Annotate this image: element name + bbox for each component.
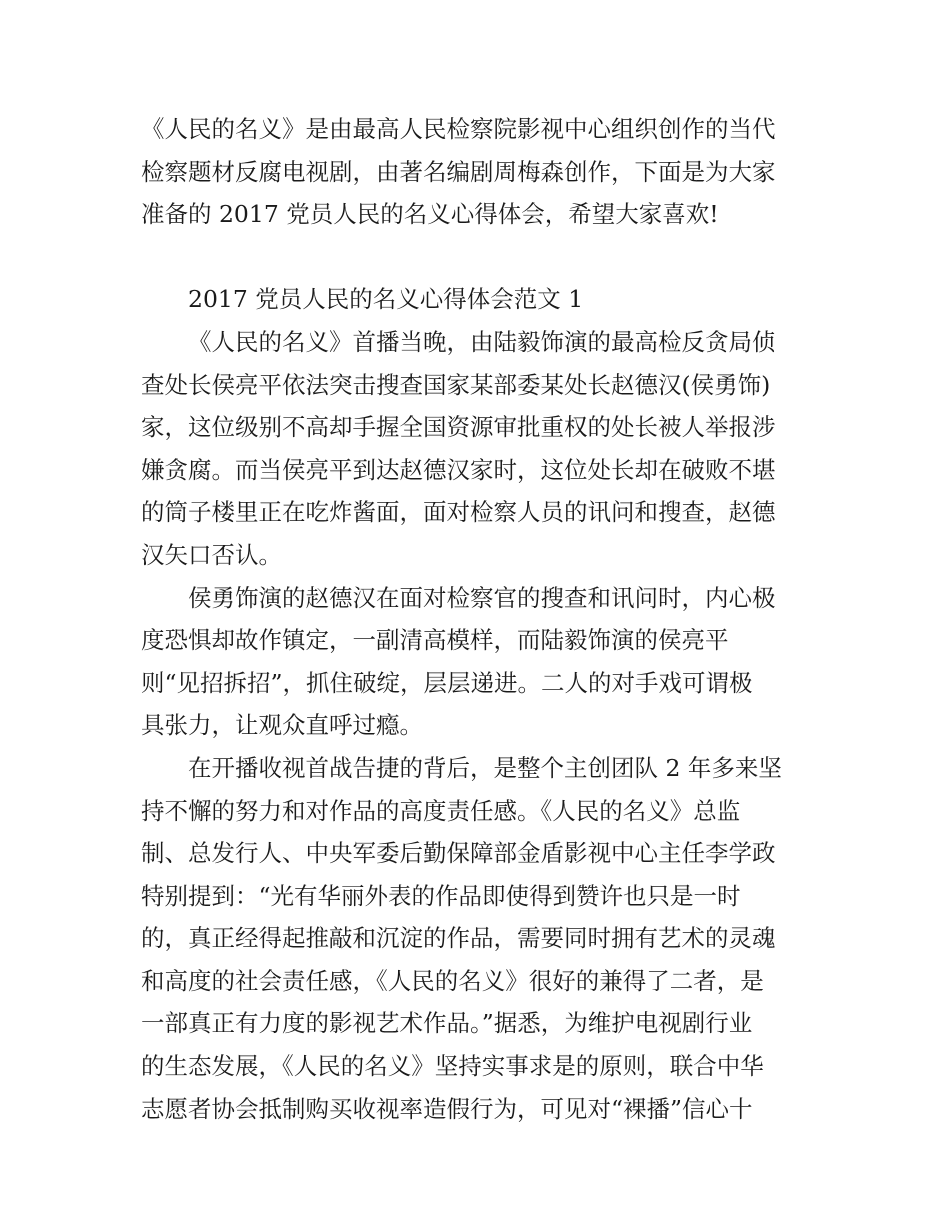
text-line: 家，这位级别不高却手握全国资源审批重权的处长被人举报涉 [141, 413, 776, 442]
text-line: 则“见招拆招”，抓住破绽，层层递进。二人的对手戏可谓极 [141, 668, 753, 697]
text-line: 汉矢口否认。 [141, 540, 282, 569]
paragraph-2 [141, 577, 821, 747]
text-line: 的，真正经得起推敲和沉淀的作品，需要同时拥有艺术的灵魂 [141, 924, 776, 953]
paragraph-1 [141, 321, 821, 577]
text-line: 检察题材反腐电视剧，由著名编剧周梅森创作，下面是为大家 [141, 157, 776, 186]
text-line: 嫌贪腐。而当侯亮平到达赵德汉家时，这位处长却在破败不堪 [141, 455, 776, 484]
paragraph-gap [141, 236, 821, 279]
intro-paragraph [141, 108, 821, 236]
text-line: 志愿者协会抵制购买收视率造假行为，可见对“裸播”信心十 [141, 1094, 753, 1123]
text-line: 查处长侯亮平依法突击搜查国家某部委某处长赵德汉(侯勇饰) [141, 370, 771, 399]
paragraph-3 [141, 747, 821, 1130]
text-line: 度恐惧却故作镇定，一副清高模样，而陆毅饰演的侯亮平 [141, 626, 729, 655]
text-line: 一部真正有力度的影视艺术作品。”据悉，为维护电视剧行业 [141, 1009, 753, 1038]
text-line: 的筒子楼里正在吃炸酱面，面对检察人员的讯问和搜查，赵德 [141, 498, 776, 527]
text-line: 的生态发展，《人民的名义》坚持实事求是的原则，联合中华 [141, 1052, 764, 1081]
section-title: 2017 党员人民的名义心得体会范文 1 [188, 285, 584, 314]
text-line: 持不懈的努力和对作品的高度责任感。《人民的名义》总监 [141, 796, 741, 825]
text-line: 《人民的名义》是由最高人民检察院影视中心组织创作的当代 [141, 115, 776, 143]
text-line: 侯勇饰演的赵德汉在面对检察官的搜查和讯问时，内心极 [188, 583, 776, 612]
document-body [141, 108, 821, 1130]
text-line: 和高度的社会责任感，《人民的名义》很好的兼得了二者，是 [141, 966, 764, 995]
text-line: 在开播收视首战告捷的背后，是整个主创团队 2 年多来坚 [188, 753, 782, 782]
text-line: 《人民的名义》首播当晚，由陆毅饰演的最高检反贪局侦 [188, 327, 776, 356]
text-line: 具张力，让观众直呼过瘾。 [141, 711, 423, 740]
text-line: 准备的 2017 党员人民的名义心得体会，希望大家喜欢! [141, 200, 719, 229]
text-line: 制、总发行人、中央军委后勤保障部金盾影视中心主任李学政 [141, 839, 776, 868]
text-line: 特别提到：“光有华丽外表的作品即使得到赞许也只是一时 [141, 881, 741, 910]
